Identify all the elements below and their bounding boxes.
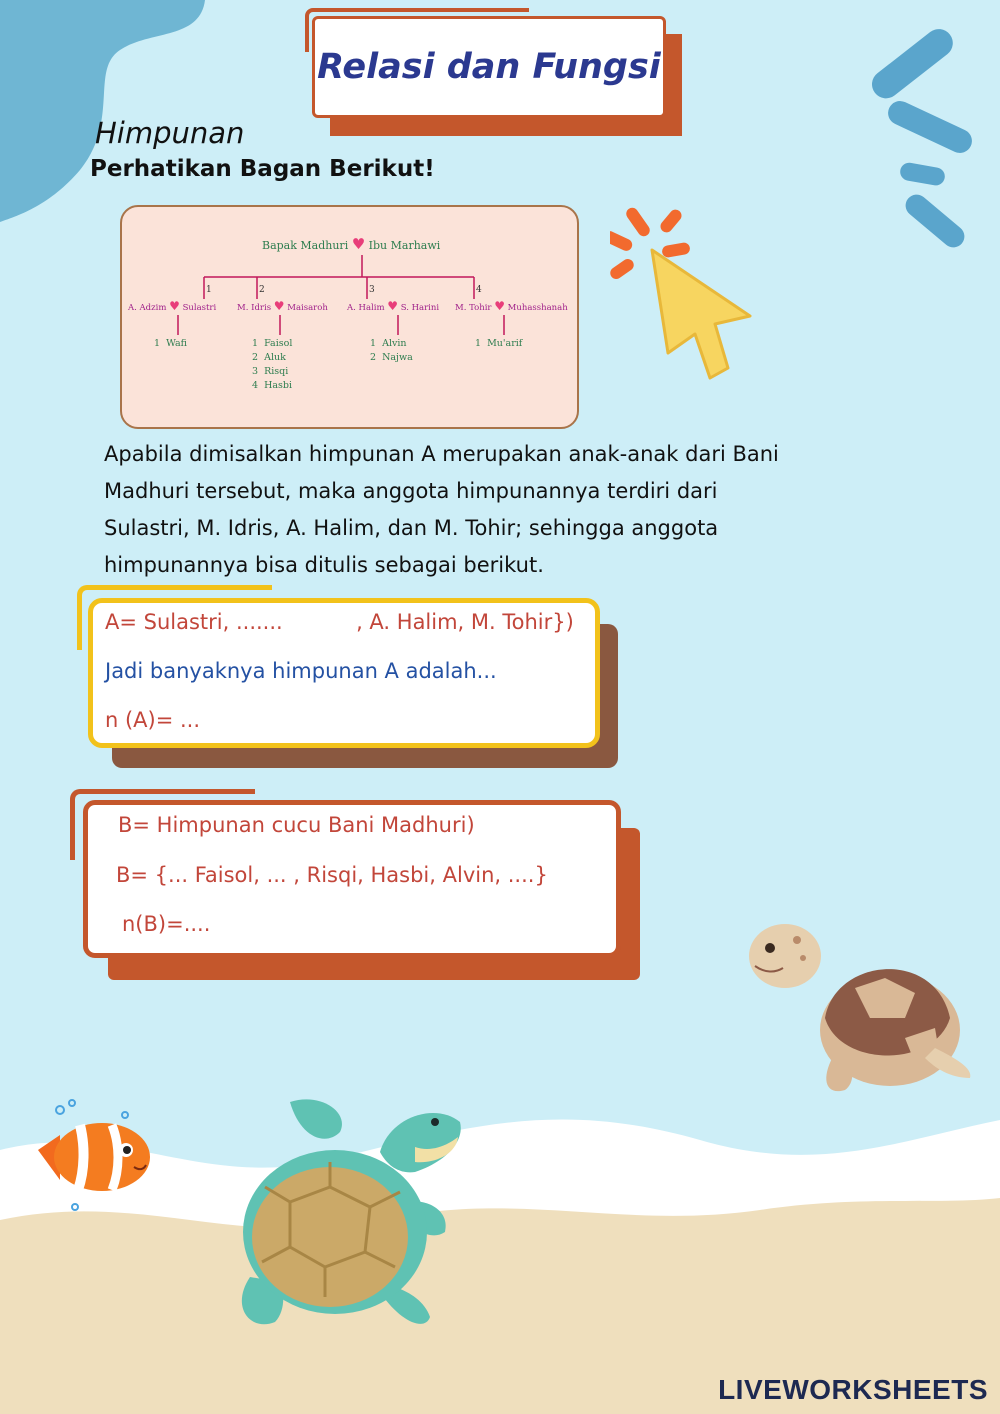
question-card-a xyxy=(88,598,600,748)
family-tree-diagram xyxy=(120,205,579,429)
couple-right-name: Maisaroh xyxy=(287,303,328,313)
couple-left-name: A. Adzim xyxy=(128,303,167,313)
section-subtitle: Himpunan xyxy=(95,116,245,150)
set-a-suffix: , A. Halim, M. Tohir}) xyxy=(356,610,574,634)
heart-icon: ♥ xyxy=(351,235,366,253)
couple-2 xyxy=(237,299,328,313)
child-item: 1 Wafi xyxy=(154,338,188,349)
heart-icon: ♥ xyxy=(387,299,398,313)
set-b-definition: B= Himpunan cucu Bani Madhuri) xyxy=(118,813,475,837)
child-item: 1 Alvin xyxy=(370,338,407,349)
couple-1 xyxy=(128,299,216,313)
set-a-line xyxy=(105,610,574,635)
couple-3 xyxy=(347,299,439,313)
heart-icon: ♥ xyxy=(273,299,285,313)
question-count-a: Jadi banyaknya himpunan A adalah... xyxy=(105,659,497,683)
heart-icon: ♥ xyxy=(169,299,180,313)
couple-left-name: M. Tohir xyxy=(455,303,492,313)
child-item: 2 Najwa xyxy=(370,352,413,363)
liveworksheets-logo[interactable]: LIVEWORKSHEETS xyxy=(718,1374,988,1405)
n-b-answer-field[interactable]: n(B)=.... xyxy=(122,912,211,936)
couple-right-name: S. Harini xyxy=(400,303,440,313)
root-right-name: Ibu Marhawi xyxy=(368,239,441,252)
splash-decoration xyxy=(855,20,985,250)
blob-decoration xyxy=(0,0,220,230)
couple-index: 1 xyxy=(206,285,212,295)
instruction-text: Perhatikan Bagan Berikut! xyxy=(90,156,435,182)
couple-right-name: Sulastri xyxy=(182,303,217,313)
clownfish-illustration xyxy=(30,1095,160,1215)
couple-4 xyxy=(455,299,568,313)
question-card-b xyxy=(83,800,621,958)
children-list xyxy=(370,337,413,365)
cursor-icon xyxy=(610,198,760,388)
children-list xyxy=(475,337,522,351)
n-a-answer-field[interactable]: n (A)= ... xyxy=(105,708,201,732)
couple-index: 2 xyxy=(259,285,265,295)
children-list xyxy=(252,337,292,393)
couple-left-name: M. Idris xyxy=(237,303,272,313)
child-item: 1 Mu'arif xyxy=(475,338,523,349)
child-item: 1 Faisol xyxy=(252,338,293,349)
set-b-answer-field[interactable]: B= {... Faisol, ... , Risqi, Hasbi, Alvin, ....} xyxy=(116,863,548,887)
child-item: 4 Hasbi xyxy=(252,380,293,391)
heart-icon: ♥ xyxy=(494,299,505,313)
root-left-name: Bapak Madhuri xyxy=(262,239,349,252)
explanation-paragraph: Apabila dimisalkan himpunan A merupakan anak-anak dari Bani Madhuri tersebut, maka anggota himpunannya terdiri dari Sulastri, M. Idris, A. Halim, dan M. Tohir; sehingga anggota himpunannya bisa ditulis sebagai berikut. xyxy=(104,442,779,577)
brown-turtle-illustration xyxy=(745,918,975,1098)
children-list xyxy=(154,337,187,351)
child-item: 3 Risqi xyxy=(252,366,289,377)
couple-index: 3 xyxy=(369,285,375,295)
tree-root xyxy=(262,235,440,253)
set-a-prefix: A= Sulastri, ....... xyxy=(105,610,283,634)
page-title: Relasi dan Fungsi xyxy=(312,16,666,118)
couple-index: 4 xyxy=(476,285,482,295)
green-turtle-illustration xyxy=(230,1092,470,1342)
couple-right-name: Muhasshanah xyxy=(507,303,568,313)
child-item: 2 Aluk xyxy=(252,352,286,363)
couple-left-name: A. Halim xyxy=(347,303,385,313)
set-a-answer-input[interactable] xyxy=(289,612,349,635)
